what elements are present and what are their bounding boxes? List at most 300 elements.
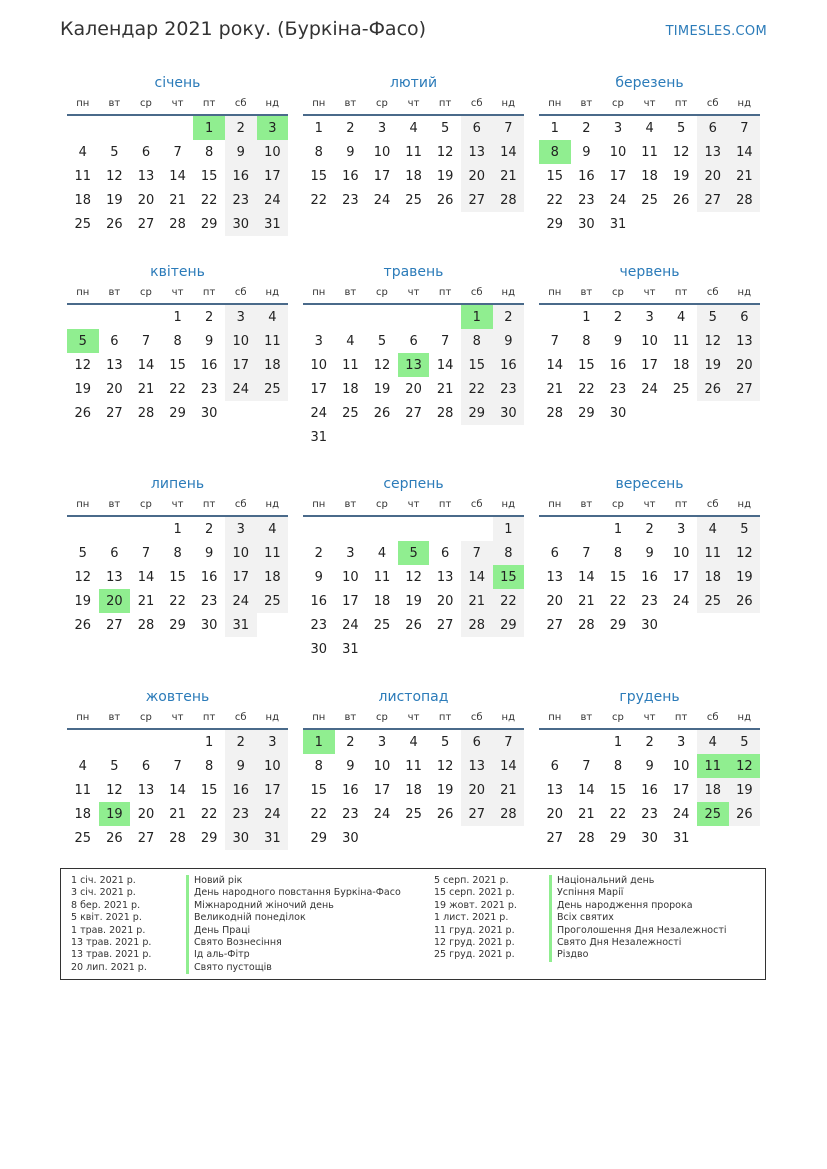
weekday-label: нд — [501, 98, 515, 109]
empty-cell — [335, 305, 367, 329]
empty-cell — [429, 305, 461, 329]
day-cell: 18 — [405, 168, 422, 184]
day-cell: 13 — [106, 569, 123, 585]
day-cell: 26 — [373, 405, 391, 421]
day-cell: 12 — [697, 329, 729, 353]
day-cell: 22 — [200, 806, 218, 822]
day-cell: 24 — [257, 802, 289, 826]
day-cell: 10 — [225, 329, 257, 353]
month-10 — [67, 686, 288, 850]
day-cell: 16 — [609, 357, 627, 373]
legend-date: 1 лист. 2021 р. — [434, 912, 509, 924]
day-cell: 26 — [74, 405, 92, 421]
day-cell: 3 — [225, 517, 257, 541]
day-cell: 22 — [609, 806, 627, 822]
day-cell: 23 — [493, 377, 525, 401]
day-cell: 16 — [200, 357, 218, 373]
day-cell: 14 — [729, 140, 761, 164]
day-cell: 3 — [613, 120, 623, 136]
day-cell: 14 — [578, 569, 595, 585]
day-cell: 11 — [74, 782, 92, 798]
day-cell: 14 — [169, 782, 186, 798]
weekday-label: сб — [706, 499, 719, 510]
month-1 — [67, 72, 288, 236]
day-cell: 5 — [110, 144, 119, 160]
day-cell: 17 — [672, 782, 690, 798]
month-4 — [67, 261, 288, 425]
day-cell: 7 — [550, 333, 559, 349]
day-cell: 10 — [609, 144, 627, 160]
day-cell: 18 — [697, 565, 729, 589]
day-cell: 7 — [141, 545, 151, 561]
day-cell: 22 — [200, 192, 218, 208]
weekday-label: ср — [612, 712, 624, 723]
day-cell: 22 — [578, 381, 595, 397]
day-cell: 18 — [74, 192, 92, 208]
weekday-label: вт — [108, 712, 121, 723]
weekday-label: вт — [108, 499, 121, 510]
day-cell: 29 — [609, 617, 627, 633]
weekday-label: пн — [76, 287, 90, 298]
day-cell: 17 — [257, 164, 289, 188]
empty-cell — [130, 116, 162, 140]
empty-cell — [539, 730, 571, 754]
weekday-label: пн — [548, 98, 562, 109]
weekday-label: ср — [376, 499, 388, 510]
days-grid — [539, 730, 760, 850]
day-cell: 27 — [436, 617, 454, 633]
day-cell: 22 — [546, 192, 564, 208]
day-cell: 18 — [257, 353, 289, 377]
month-7 — [67, 473, 288, 637]
day-cell: 19 — [729, 778, 761, 802]
day-cell: 19 — [697, 353, 729, 377]
day-cell: 23 — [342, 806, 359, 822]
day-cell: 10 — [225, 541, 257, 565]
weekday-label: нд — [501, 287, 515, 298]
day-cell: 6 — [141, 144, 151, 160]
day-cell: 4 — [697, 730, 729, 754]
empty-cell — [571, 730, 603, 754]
day-cell: 18 — [697, 778, 729, 802]
legend-dates-col-1 — [71, 875, 151, 974]
day-cell: 8 — [205, 758, 214, 774]
day-cell: 20 — [697, 164, 729, 188]
empty-cell — [571, 517, 603, 541]
empty-cell — [130, 305, 162, 329]
day-cell: 9 — [613, 333, 623, 349]
day-cell: 6 — [461, 730, 493, 754]
day-cell: 23 — [200, 593, 218, 609]
day-cell: 13 — [137, 168, 155, 184]
day-cell: 26 — [106, 830, 123, 846]
day-cell: 15 — [310, 168, 328, 184]
day-cell: 10 — [373, 144, 391, 160]
legend-holiday-name: День народження пророка — [549, 900, 727, 912]
weekday-label: сб — [706, 287, 719, 298]
empty-cell — [67, 116, 99, 140]
day-cell: 18 — [405, 782, 422, 798]
day-cell: 6 — [441, 545, 450, 561]
empty-cell — [130, 730, 162, 754]
weekday-label: вт — [344, 712, 357, 723]
day-cell: 28 — [169, 216, 186, 232]
day-cell: 22 — [310, 192, 328, 208]
empty-cell — [99, 116, 131, 140]
day-cell: 18 — [342, 381, 359, 397]
day-cell: 16 — [342, 168, 359, 184]
day-cell: 12 — [106, 168, 123, 184]
weekday-label: пт — [438, 98, 452, 109]
day-cell: 19 — [405, 593, 422, 609]
day-cell: 1 — [173, 521, 182, 537]
days-grid — [303, 116, 524, 212]
weekday-label: вт — [580, 499, 593, 510]
weekday-label: пт — [674, 98, 688, 109]
legend-names-col-1 — [186, 875, 401, 974]
day-cell: 14 — [578, 782, 595, 798]
days-grid — [303, 305, 524, 449]
weekday-label: пт — [438, 712, 452, 723]
day-cell: 28 — [169, 830, 186, 846]
day-cell: 17 — [373, 168, 391, 184]
day-cell: 7 — [461, 541, 493, 565]
weekday-label: пн — [312, 287, 326, 298]
day-cell: 5 — [377, 333, 387, 349]
day-cell: 28 — [137, 405, 155, 421]
day-cell: 4 — [677, 309, 686, 325]
empty-cell — [67, 305, 99, 329]
holiday-day: 3 — [257, 116, 289, 140]
weekday-label: пн — [548, 287, 562, 298]
day-cell: 23 — [609, 381, 627, 397]
day-cell: 13 — [697, 140, 729, 164]
day-cell: 16 — [342, 782, 359, 798]
weekday-label: ср — [140, 499, 152, 510]
day-cell: 4 — [645, 120, 654, 136]
empty-cell — [398, 517, 430, 541]
day-cell: 26 — [405, 617, 422, 633]
weekday-header — [67, 283, 288, 305]
weekday-label: пт — [674, 287, 688, 298]
weekday-header — [67, 495, 288, 517]
day-cell: 16 — [578, 168, 595, 184]
weekday-label: нд — [265, 98, 279, 109]
day-cell: 26 — [672, 192, 690, 208]
day-cell: 23 — [641, 593, 658, 609]
day-cell: 26 — [729, 589, 761, 613]
day-cell: 11 — [697, 541, 729, 565]
day-cell: 16 — [493, 353, 525, 377]
holiday-legend — [60, 868, 766, 980]
days-grid — [539, 517, 760, 637]
weekday-label: сб — [470, 287, 483, 298]
day-cell: 10 — [342, 569, 359, 585]
day-cell: 11 — [672, 333, 690, 349]
month-name: червень — [619, 264, 680, 280]
day-cell: 2 — [582, 120, 591, 136]
weekday-label: ср — [612, 287, 624, 298]
weekday-label: вт — [108, 287, 121, 298]
month-5 — [303, 261, 524, 449]
day-cell: 25 — [373, 617, 391, 633]
empty-cell — [461, 517, 493, 541]
weekday-label: нд — [737, 98, 751, 109]
day-cell: 14 — [461, 565, 493, 589]
legend-date: 1 трав. 2021 р. — [71, 924, 146, 936]
empty-cell — [99, 730, 131, 754]
day-cell: 31 — [257, 826, 289, 850]
empty-cell — [539, 305, 571, 329]
day-cell: 27 — [546, 830, 564, 846]
day-cell: 17 — [672, 569, 690, 585]
month-8 — [303, 473, 524, 661]
day-cell: 8 — [582, 333, 591, 349]
holiday-day: 1 — [461, 305, 493, 329]
day-cell: 17 — [225, 353, 257, 377]
day-cell: 7 — [173, 758, 182, 774]
weekday-label: пт — [202, 499, 216, 510]
day-cell: 12 — [74, 569, 92, 585]
legend-date: 13 трав. 2021 р. — [71, 949, 152, 961]
legend-holiday-name: Міжнародний жіночий день — [186, 900, 401, 912]
day-cell: 5 — [110, 758, 119, 774]
weekday-label: вт — [344, 287, 357, 298]
day-cell: 24 — [672, 806, 690, 822]
weekday-label: чт — [643, 712, 656, 723]
day-cell: 28 — [493, 802, 525, 826]
weekday-label: пн — [312, 499, 326, 510]
page-title: Календар 2021 року. (Буркіна-Фасо) — [60, 18, 427, 40]
day-cell: 6 — [461, 116, 493, 140]
holiday-day: 20 — [99, 589, 131, 613]
day-cell: 23 — [225, 188, 257, 212]
day-cell: 21 — [137, 381, 155, 397]
day-cell: 20 — [461, 778, 493, 802]
day-cell: 11 — [74, 168, 92, 184]
day-cell: 7 — [493, 730, 525, 754]
legend-names-col-2 — [549, 875, 727, 962]
weekday-label: нд — [265, 499, 279, 510]
days-grid — [303, 517, 524, 661]
legend-date: 3 січ. 2021 р. — [71, 887, 136, 899]
day-cell: 30 — [225, 212, 257, 236]
empty-cell — [335, 517, 367, 541]
day-cell: 4 — [377, 545, 387, 561]
day-cell: 16 — [641, 782, 658, 798]
day-cell: 19 — [436, 782, 454, 798]
weekday-label: сб — [470, 712, 483, 723]
legend-date: 8 бер. 2021 р. — [71, 899, 141, 911]
day-cell: 30 — [609, 405, 627, 421]
day-cell: 9 — [205, 545, 214, 561]
day-cell: 4 — [409, 734, 418, 750]
day-cell: 15 — [169, 569, 186, 585]
day-cell: 17 — [257, 778, 289, 802]
day-cell: 12 — [672, 144, 690, 160]
day-cell: 9 — [645, 545, 654, 561]
day-cell: 3 — [377, 120, 387, 136]
day-cell: 10 — [373, 758, 391, 774]
day-cell: 6 — [550, 545, 559, 561]
day-cell: 4 — [697, 517, 729, 541]
day-cell: 3 — [377, 734, 387, 750]
day-cell: 2 — [225, 730, 257, 754]
day-cell: 21 — [729, 164, 761, 188]
weekday-label: пн — [312, 712, 326, 723]
day-cell: 22 — [169, 381, 186, 397]
day-cell: 31 — [257, 212, 289, 236]
legend-holiday-name: Всіх святих — [549, 912, 727, 924]
day-cell: 13 — [546, 782, 564, 798]
day-cell: 2 — [613, 309, 623, 325]
legend-date: 20 лип. 2021 р. — [71, 961, 147, 973]
day-cell: 1 — [613, 734, 623, 750]
day-cell: 18 — [641, 168, 658, 184]
day-cell: 23 — [342, 192, 359, 208]
weekday-label: пн — [312, 98, 326, 109]
day-cell: 17 — [641, 357, 658, 373]
day-cell: 27 — [137, 216, 155, 232]
day-cell: 5 — [729, 730, 761, 754]
day-cell: 13 — [436, 569, 454, 585]
legend-date: 5 серп. 2021 р. — [434, 875, 509, 886]
day-cell: 29 — [169, 617, 186, 633]
month-name: травень — [383, 264, 444, 280]
day-cell: 29 — [310, 830, 328, 846]
day-cell: 19 — [373, 381, 391, 397]
weekday-label: чт — [643, 499, 656, 510]
legend-holiday-name: Національний день — [549, 875, 727, 887]
day-cell: 23 — [200, 381, 218, 397]
legend-holiday-name: Різдво — [549, 949, 727, 961]
day-cell: 3 — [677, 734, 686, 750]
day-cell: 12 — [74, 357, 92, 373]
weekday-label: пт — [674, 712, 688, 723]
legend-date: 1 січ. 2021 р. — [71, 875, 136, 886]
weekday-label: чт — [171, 499, 184, 510]
weekday-header — [303, 94, 524, 116]
day-cell: 1 — [493, 517, 525, 541]
day-cell: 20 — [461, 164, 493, 188]
day-cell: 4 — [257, 517, 289, 541]
day-cell: 23 — [310, 617, 328, 633]
day-cell: 2 — [645, 734, 654, 750]
weekday-label: вт — [580, 287, 593, 298]
day-cell: 24 — [257, 188, 289, 212]
day-cell: 25 — [641, 192, 658, 208]
day-cell: 8 — [461, 329, 493, 353]
weekday-header — [67, 94, 288, 116]
day-cell: 30 — [641, 617, 658, 633]
day-cell: 11 — [405, 758, 422, 774]
day-cell: 6 — [141, 758, 151, 774]
day-cell: 15 — [200, 168, 218, 184]
weekday-header — [67, 708, 288, 730]
weekday-label: вт — [344, 499, 357, 510]
month-6 — [539, 261, 760, 425]
holiday-day: 1 — [193, 116, 225, 140]
empty-cell — [398, 305, 430, 329]
day-cell: 30 — [200, 617, 218, 633]
day-cell: 2 — [346, 734, 355, 750]
empty-cell — [162, 116, 194, 140]
holiday-day: 12 — [729, 754, 761, 778]
month-name: серпень — [383, 476, 444, 492]
day-cell: 4 — [346, 333, 355, 349]
weekday-label: чт — [407, 499, 420, 510]
day-cell: 15 — [461, 353, 493, 377]
day-cell: 19 — [106, 192, 123, 208]
weekday-label: ср — [376, 98, 388, 109]
day-cell: 22 — [609, 593, 627, 609]
empty-cell — [303, 305, 335, 329]
day-cell: 30 — [493, 401, 525, 425]
day-cell: 21 — [578, 593, 595, 609]
day-cell: 13 — [106, 357, 123, 373]
day-cell: 31 — [672, 830, 690, 846]
day-cell: 25 — [405, 806, 422, 822]
day-cell: 7 — [729, 116, 761, 140]
empty-cell — [303, 517, 335, 541]
day-cell: 8 — [314, 144, 323, 160]
day-cell: 13 — [461, 140, 493, 164]
day-cell: 24 — [609, 192, 627, 208]
day-cell: 29 — [200, 830, 218, 846]
holiday-day: 19 — [99, 802, 131, 826]
day-cell: 5 — [441, 734, 450, 750]
day-cell: 19 — [74, 381, 92, 397]
legend-date: 15 серп. 2021 р. — [434, 887, 515, 899]
month-name: жовтень — [145, 689, 210, 705]
day-cell: 17 — [342, 593, 359, 609]
empty-cell — [99, 305, 131, 329]
weekday-label: чт — [407, 712, 420, 723]
day-cell: 10 — [672, 545, 690, 561]
day-cell: 30 — [641, 830, 658, 846]
day-cell: 16 — [641, 569, 658, 585]
day-cell: 20 — [729, 353, 761, 377]
day-cell: 27 — [405, 405, 422, 421]
day-cell: 21 — [436, 381, 454, 397]
weekday-label: вт — [344, 98, 357, 109]
month-3 — [539, 72, 760, 236]
weekday-header — [303, 708, 524, 730]
day-cell: 21 — [546, 381, 564, 397]
day-cell: 9 — [346, 144, 355, 160]
day-cell: 20 — [546, 593, 564, 609]
weekday-label: нд — [265, 287, 279, 298]
month-name: березень — [615, 75, 684, 91]
day-cell: 8 — [493, 541, 525, 565]
day-cell: 29 — [609, 830, 627, 846]
legend-date: 11 груд. 2021 р. — [434, 924, 515, 936]
weekday-label: ср — [140, 712, 152, 723]
day-cell: 19 — [729, 565, 761, 589]
day-cell: 17 — [310, 381, 328, 397]
weekday-label: вт — [580, 712, 593, 723]
day-cell: 26 — [729, 802, 761, 826]
weekday-label: нд — [737, 712, 751, 723]
empty-cell — [67, 517, 99, 541]
day-cell: 2 — [314, 545, 323, 561]
day-cell: 24 — [225, 377, 257, 401]
day-cell: 31 — [342, 641, 359, 657]
brand-link[interactable]: TIMESLES.COM — [665, 24, 767, 39]
holiday-day: 5 — [67, 329, 99, 353]
weekday-label: сб — [706, 712, 719, 723]
month-name: листопад — [378, 689, 449, 705]
